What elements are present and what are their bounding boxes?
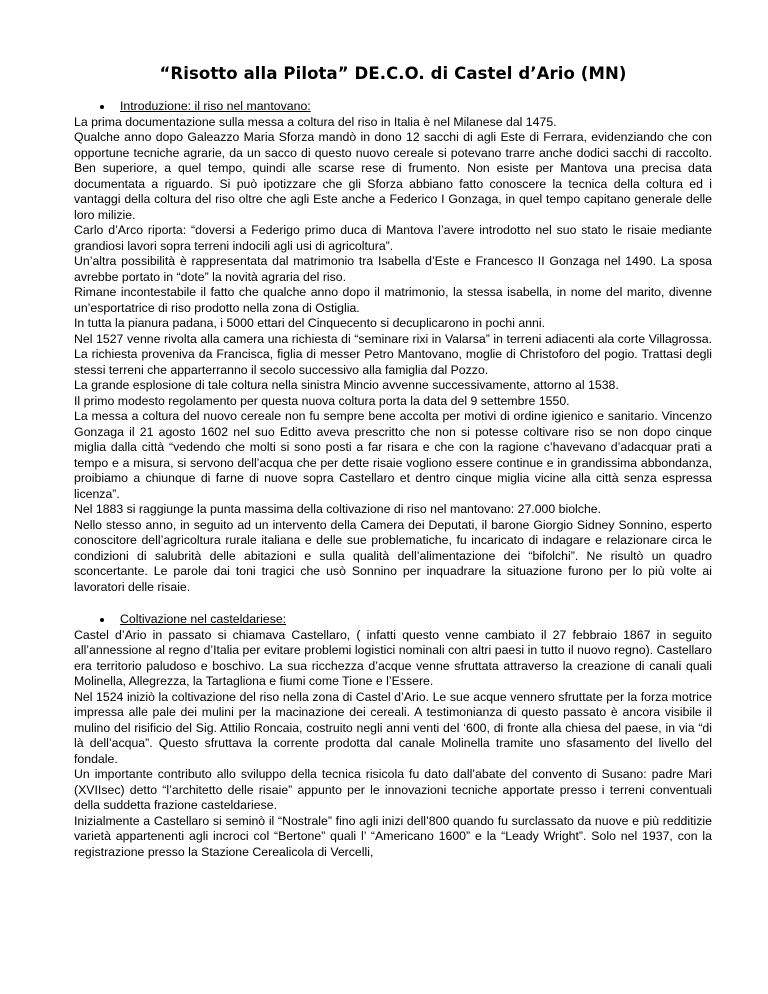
paragraph: La messa a coltura del nuovo cereale non fu sempre bene accolta per motivi di ordine igienico e sanitario. Vincenzo Gonzaga il 21 agosto 1602 nel suo Editto aveva prescritto che non si potesse coltivare riso se non dopo cinque miglia dalla città “vedendo che molti si sono posti a far risara e che con la ragione c’havevano d’adacquar prati a tempo e a misura, si servono dell’acqua che per dette risaie vogliono essere continue e in grandissima abbondanza, proibiamo a chiunque di farne di nuove sopra Castellaro et dentro cinque miglia vicine alla città senza espressa licenza”.	[74, 409, 712, 501]
paragraph: Un’altra possibilità è rappresentata dal matrimonio tra Isabella d’Este e Francesco II Gonzaga nel 1490. La sposa avrebbe portato in “dote” la novità agraria del riso.	[74, 254, 712, 284]
paragraph: Il primo modesto regolamento per questa nuova coltura porta la data del 9 settembre 1550.	[74, 393, 570, 408]
bullet-icon	[100, 105, 104, 109]
paragraph: Qualche anno dopo Galeazzo Maria Sforza mandò in dono 12 sacchi di agli Este di Ferrara, evidenziando che con opportune tecniche agrarie, da un sacco di questo nuovo cereale si potevano trarre anche dodici sacchi di raccolto. Ben superiore, a quel tempo, quindi alle scarse rese di frumento. Non esiste per Mantova una precisa data documentata a riguardo. Si può ipotizzare che gli Sforza abbiano fatto conoscere la tecnica della coltura ed i vantaggi della coltura del riso oltre che agli Este anche a Federico I Gonzaga, in quel tempo capitano generale delle loro milizie.	[74, 130, 712, 222]
paragraph: Nel 1524 iniziò la coltivazione del riso nella zona di Castel d’Ario. Le sue acque vennero sfruttate per la forza motrice impressa alle pale dei mulini per la macinazione dei cereali. A testimonianza di questo passato è ancora visibile il mulino del risificio del Sig. Attilio Roncaia, costruito negli anni venti del ‘600, di fronte alla chiesa del paese, in via “di là dell’acqua”. Questo sfruttava la corrente prodotta dal canale Molinella tramite uno sfasamento del livello del fondale.	[74, 689, 712, 766]
paragraph: Nel 1527 venne rivolta alla camera una richiesta di “seminare rixi in Valarsa” in terreni adiacenti ala corte Villagrossa. La richiesta proveniva da Francisca, figlia di messer Petro Mantovano, moglie di Christoforo del pogio. Trattasi degli stessi terreni che apparterranno il secolo successivo alla famiglia dal Pozzo.	[74, 331, 712, 377]
paragraph: Nel 1883 si raggiunge la punta massima della coltivazione di riso nel mantovano: 27.000 biolche.	[74, 502, 602, 516]
section-spacer	[74, 595, 712, 612]
section-introduction	[74, 99, 712, 595]
paragraph: Nello stesso anno, in seguito ad un intervento della Camera dei Deputati, il barone Giorgio Sidney Sonnino, esperto conoscitore dell’agricoltura rurale italiana e delle sue problematiche, fu incaricato di indagare e relazionare circa le condizioni di salubrità delle abitazioni e sulla qualità dell’alimentazione dei “bifolchi”. Ne risultò un quadro sconcertante. Le parole dai toni tragici che usò Sonnino per inquadrare la situazione furono per lo più volte ai lavoratori delle risaie.	[74, 517, 712, 594]
paragraph: Carlo d’Arco riporta: “doversi a Federigo primo duca di Mantova l’avere introdotto nel suo stato le risaie mediante grandiosi lavori sopra terreni indocili agli usi di agricoltura”.	[74, 223, 712, 253]
section-coltivazione	[74, 612, 712, 860]
section-heading	[74, 99, 712, 115]
paragraph: Un importante contributo allo sviluppo della tecnica risicola fu dato dall’abate del convento di Susano: padre Mari (XVIIsec) detto “l’architetto delle risaie” appunto per le innovazioni tecniche apportate presso i terreni conventuali della suddetta frazione casteldariese.	[74, 767, 712, 812]
section-heading-text: Coltivazione nel casteldariese:	[120, 612, 287, 626]
section-heading	[74, 612, 712, 628]
document-title: “Risotto alla Pilota” DE.C.O. di Castel d’Ario (MN)	[159, 64, 627, 83]
bullet-icon	[100, 618, 104, 622]
section-heading-text: Introduzione: il riso nel mantovano:	[120, 99, 311, 113]
paragraph: La prima documentazione sulla messa a coltura del riso in Italia è nel Milanese dal 1475.	[74, 114, 557, 129]
paragraph: Rimane incontestabile il fatto che qualche anno dopo il matrimonio, la stessa isabella, in nome del marito, divenne un’esportatrice di riso prodotto nella zona di Ostiglia.	[74, 285, 712, 315]
paragraph: Castel d’Ario in passato si chiamava Castellaro, ( infatti questo venne cambiato il 27 febbraio 1867 in seguito all’annessione al regno d’Italia per evitare problemi logistici nominali con altri paesi in tutto il nuovo regno). Castellaro era territorio paludoso e boschivo. La sua ricchezza d’acque venne sfruttata attraverso la creazione di canali quali Molinella, Allegrezza, la Tartagliona e fiumi come Tione e l’Essere.	[74, 627, 712, 688]
paragraph: La grande esplosione di tale coltura nella sinistra Mincio avvenne successivamente, attorno al 1538.	[74, 378, 619, 392]
paragraph: Inizialmente a Castellaro si seminò il “Nostrale” fino agli inizi dell’800 quando fu surclassato da nuove e più redditizie varietà appartenenti agli incroci col “Bertone” quali l’ “Americano 1600” e la “Leady Wright”. Solo nel 1937, con la registrazione presso la Stazione Cerealicola di Vercelli,	[74, 813, 712, 859]
paragraph: In tutta la pianura padana, i 5000 ettari del Cinquecento si decuplicarono in pochi anni.	[74, 316, 546, 330]
